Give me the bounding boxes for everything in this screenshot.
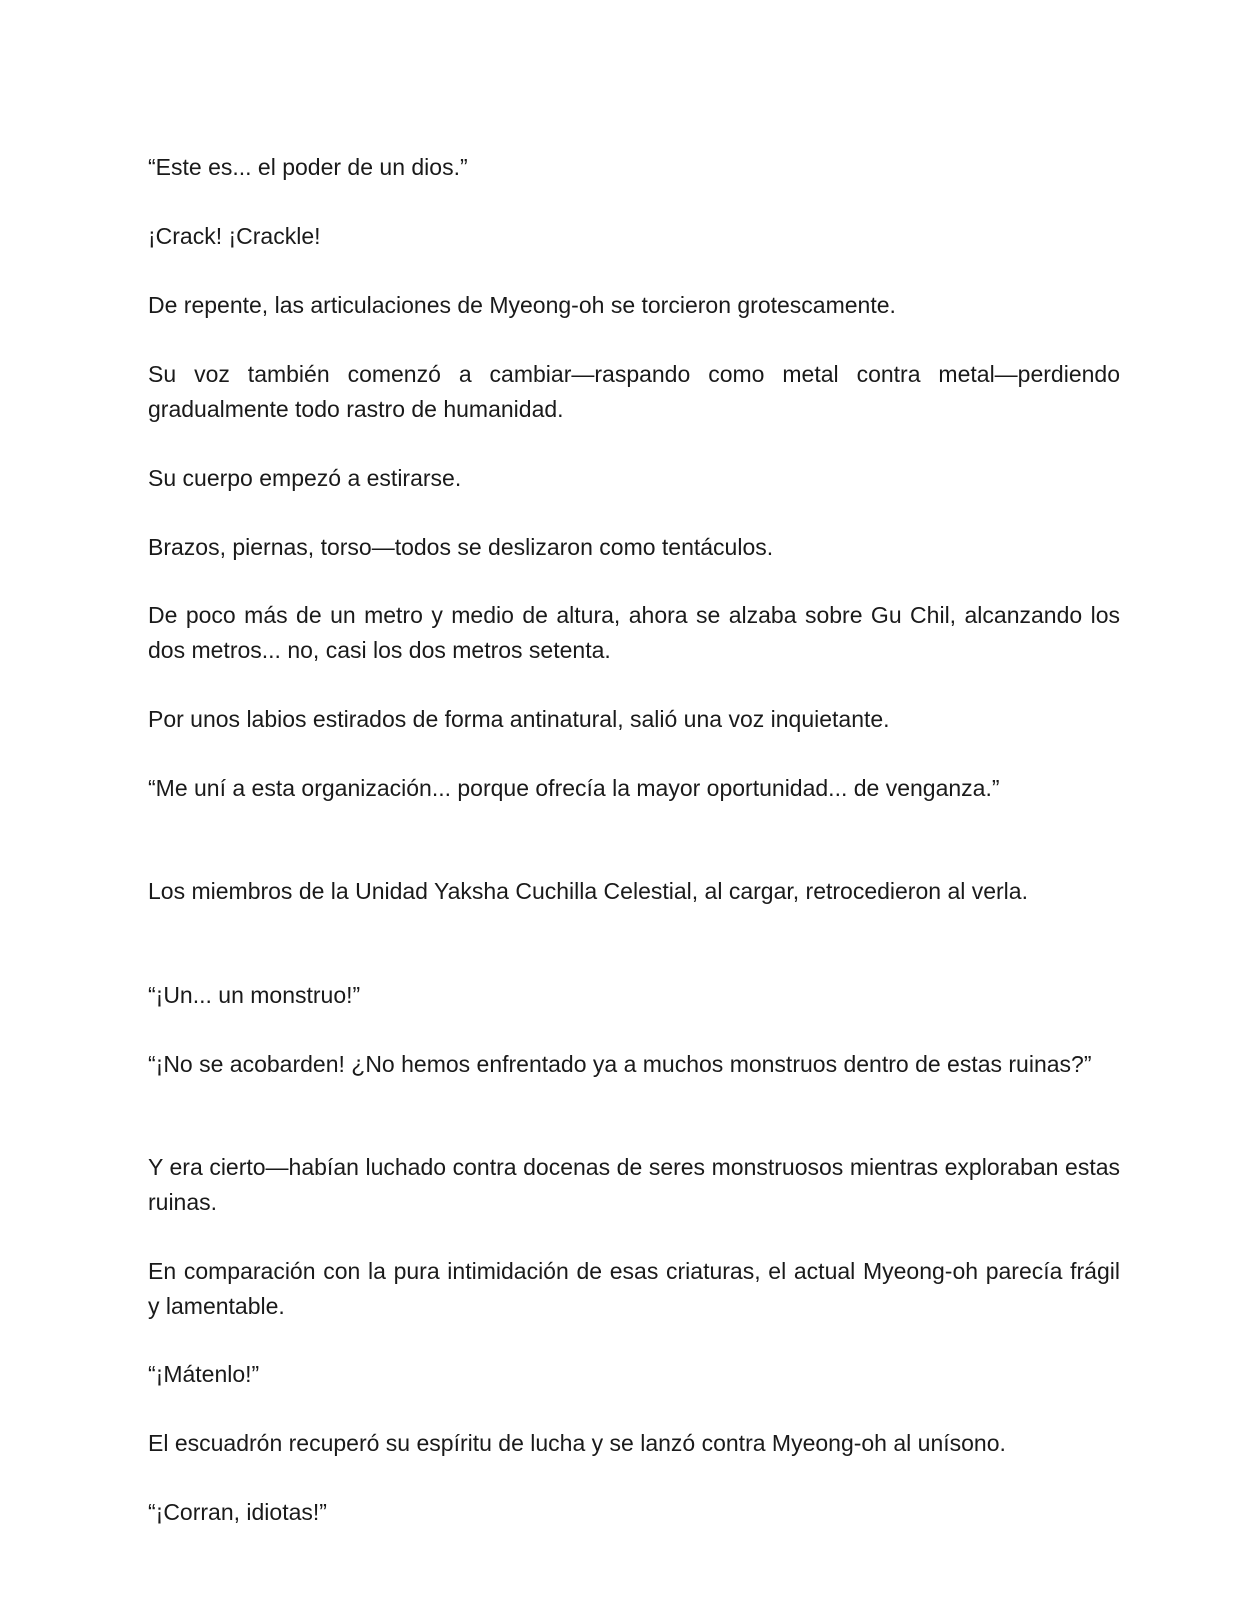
paragraph: De repente, las articulaciones de Myeong-oh se torcieron grotescamente.: [148, 292, 896, 318]
paragraph: Brazos, piernas, torso—todos se deslizaron como tentáculos.: [148, 534, 774, 560]
paragraph: “Este es... el poder de un dios.”: [148, 154, 468, 180]
paragraph: Su voz también comenzó a cambiar—raspando como metal contra metal—perdiendo gradualmente todo rastro de humanidad.: [148, 361, 1120, 422]
paragraph: Su cuerpo empezó a estirarse.: [148, 465, 462, 491]
paragraph: Y era cierto—habían luchado contra docenas de seres monstruosos mientras exploraban estas ruinas.: [148, 1154, 1120, 1215]
paragraph: “¡Mátenlo!”: [148, 1361, 260, 1387]
paragraph: ¡Crack! ¡Crackle!: [148, 223, 321, 249]
paragraph: “¡No se acobarden! ¿No hemos enfrentado ya a muchos monstruos dentro de estas ruinas?”: [148, 1051, 1092, 1077]
paragraph: En comparación con la pura intimidación de esas criaturas, el actual Myeong-oh parecía frágil y lamentable.: [148, 1258, 1120, 1319]
paragraph: “¡Un... un monstruo!”: [148, 982, 361, 1008]
paragraph: Por unos labios estirados de forma antinatural, salió una voz inquietante.: [148, 706, 890, 732]
paragraph: Los miembros de la Unidad Yaksha Cuchilla Celestial, al cargar, retrocedieron al verla.: [148, 878, 1028, 904]
paragraph: “Me uní a esta organización... porque ofrecía la mayor oportunidad... de venganza.”: [148, 775, 1000, 801]
paragraph: El escuadrón recuperó su espíritu de lucha y se lanzó contra Myeong-oh al unísono.: [148, 1430, 1006, 1456]
paragraph: De poco más de un metro y medio de altura, ahora se alzaba sobre Gu Chil, alcanzando los dos metros... no, casi los dos metros setenta.: [148, 602, 1120, 663]
paragraph: “¡Corran, idiotas!”: [148, 1499, 327, 1525]
